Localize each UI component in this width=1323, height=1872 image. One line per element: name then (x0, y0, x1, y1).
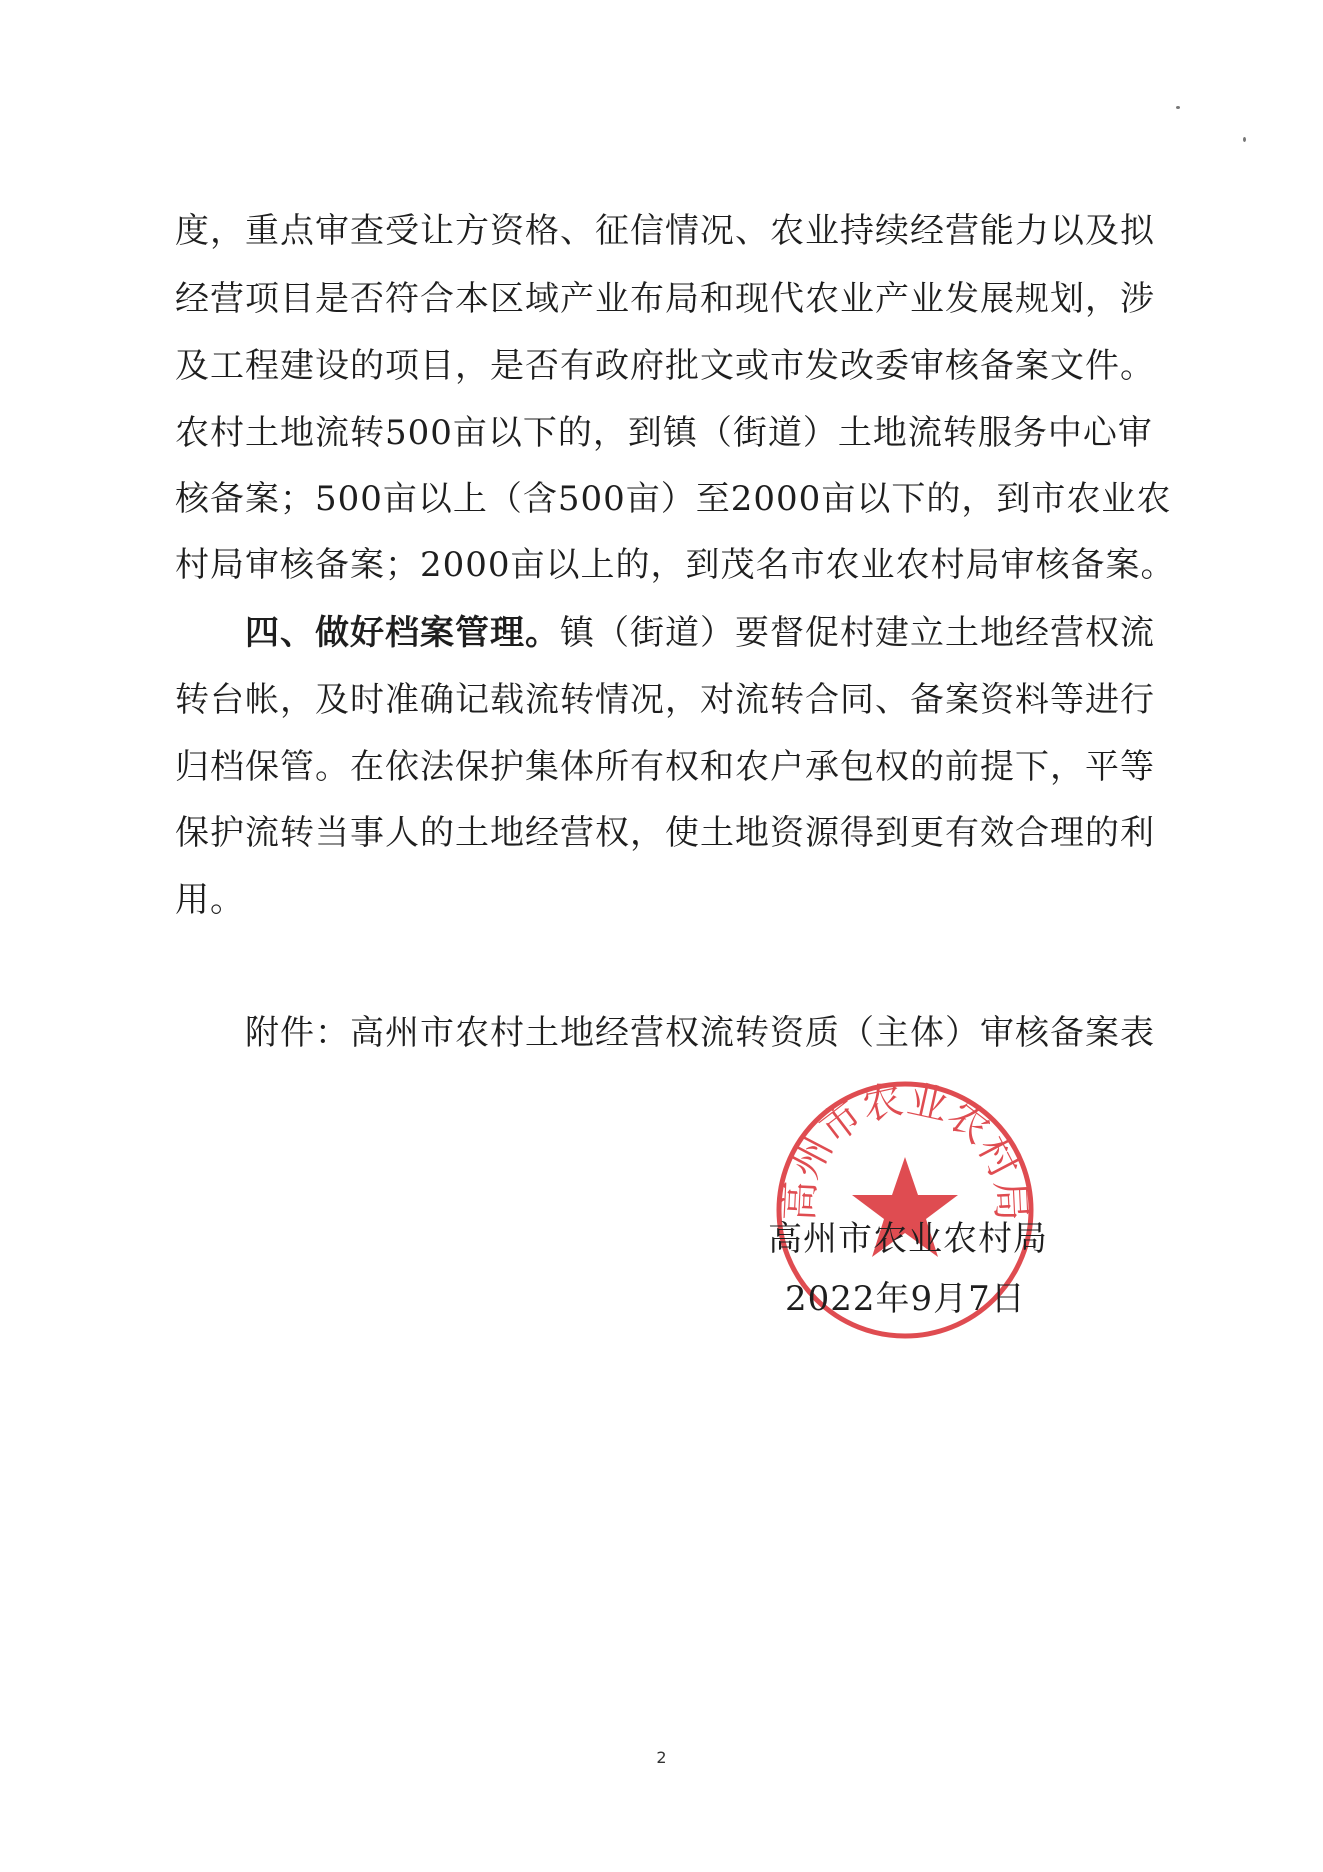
section-4-first-line (245, 605, 1155, 661)
body-line: 经营项目是否符合本区域产业布局和现代农业产业发展规划，涉 (175, 279, 1155, 319)
section-4-text: 镇（街道）要督促村建立土地经营权流 (560, 613, 1155, 653)
body-line: 归档保管。在依法保护集体所有权和农户承包权的前提下，平等 (175, 747, 1155, 787)
scan-speck (1243, 137, 1246, 142)
page-number: 2 (656, 1748, 667, 1767)
body-line: 度，重点审查受让方资格、征信情况、农业持续经营能力以及拟 (175, 211, 1155, 251)
issue-date: 2022年9月7日 (785, 1279, 1026, 1319)
body-line: 转台帐，及时准确记载流转情况，对流转合同、备案资料等进行 (175, 680, 1155, 720)
body-line: 农村土地流转500亩以下的，到镇（街道）土地流转服务中心审 (175, 413, 1153, 453)
body-line: 村局审核备案；2000亩以上的，到茂名市农业农村局审核备案。 (175, 545, 1176, 585)
body-line: 核备案；500亩以上（含500亩）至2000亩以下的，到市农业农 (175, 479, 1172, 519)
issuing-organization: 高州市农业农村局 (768, 1219, 1048, 1259)
scan-speck (1176, 106, 1180, 109)
body-line: 用。 (175, 880, 245, 920)
section-4-heading: 四、做好档案管理。 (245, 613, 560, 653)
seal-text-path: 高州市农业农村局 (776, 1076, 1034, 1223)
body-line: 及工程建设的项目，是否有政府批文或市发改委审核备案文件。 (175, 346, 1155, 386)
body-line: 保护流转当事人的土地经营权，使土地资源得到更有效合理的利 (175, 813, 1155, 853)
attachment-line: 附件：高州市农村土地经营权流转资质（主体）审核备案表 (245, 1013, 1155, 1053)
